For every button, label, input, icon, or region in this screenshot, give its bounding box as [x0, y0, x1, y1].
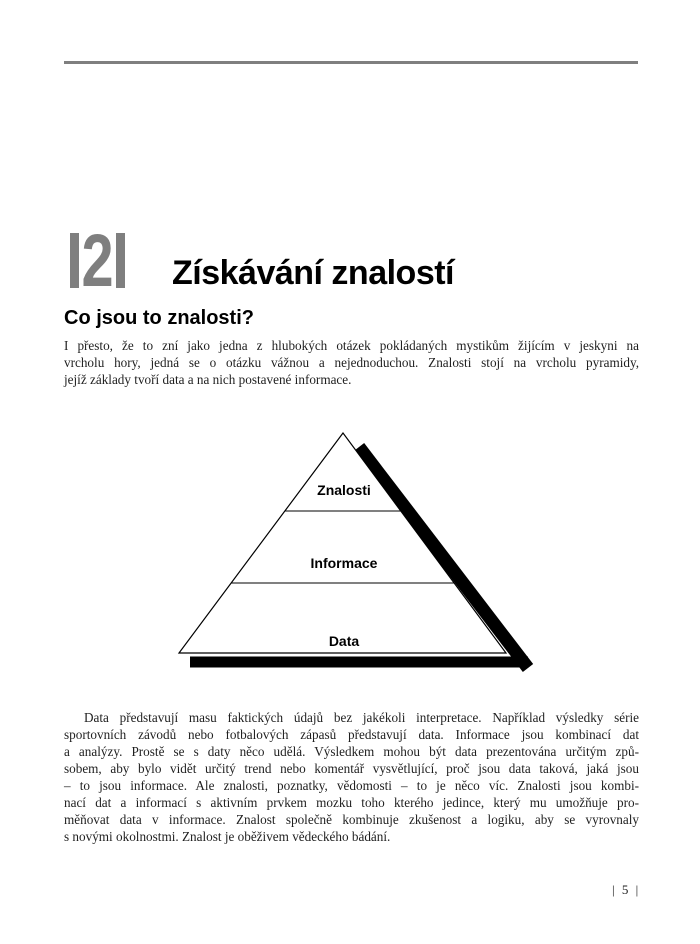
pyramid-label-informace: Informace [310, 555, 378, 571]
pyramid-diagram [160, 425, 540, 675]
pyramid-label-znalosti: Znalosti [317, 482, 371, 498]
text-line: sportovních závodů nebo fotbalových zápasů představují data. Informace jsou kombinací dat [64, 727, 639, 742]
chapter-number-left-bar [70, 233, 79, 288]
text-line: a analýzy. Prostě se s daty něco udělá. Výsledkem mohou být data prezentována určitým způ- [64, 744, 639, 759]
text-line: vrcholu hory, jedná se o otázku vážnou a nejednoduchou. Znalosti stojí na vrcholu pyramidy, [64, 355, 639, 370]
chapter-number-digit: 2 [81, 219, 114, 302]
text-line: jejíž základy tvoří data a na nich postavené informace. [64, 372, 352, 387]
text-line: s novými okolnostmi. Znalost je oběživem vědeckého bádání. [64, 829, 391, 844]
chapter-number [70, 219, 125, 302]
section-title: Co jsou to znalosti? [64, 307, 254, 329]
chapter-number-right-bar [116, 233, 125, 288]
text-line: sobem, aby bylo vidět určitý trend nebo komentář vysvětlující, proč jsou data taková, jaká jsou [64, 761, 639, 776]
text-line: nací dat a informací s aktivním prvkem mozku toho kterého jedince, který mu umožňuje pro- [64, 795, 639, 810]
text-line: – to jsou informace. Ale znalosti, poznatky, vědomosti – to je něco víc. Znalosti jsou kombi- [64, 778, 639, 793]
text-line: I přesto, že to zní jako jedna z hlubokých otázek pokládaných mystikům žijícím v jeskyni na [64, 338, 639, 353]
page-number: | 5 | [612, 882, 641, 897]
header-rule [64, 61, 638, 64]
intro-paragraph [64, 337, 639, 388]
body-paragraph [64, 709, 639, 845]
chapter-title: Získávání znalostí [172, 254, 454, 292]
pyramid-outline [179, 433, 506, 653]
pyramid-label-data: Data [328, 633, 360, 649]
text-line: Data představují masu faktických údajů bez jakékoli interpretace. Například výsledky série [84, 710, 639, 725]
text-line: měňovat data v informace. Znalost společně kombinuje zkušenost a logiku, aby se vyrovnaly [64, 812, 639, 827]
